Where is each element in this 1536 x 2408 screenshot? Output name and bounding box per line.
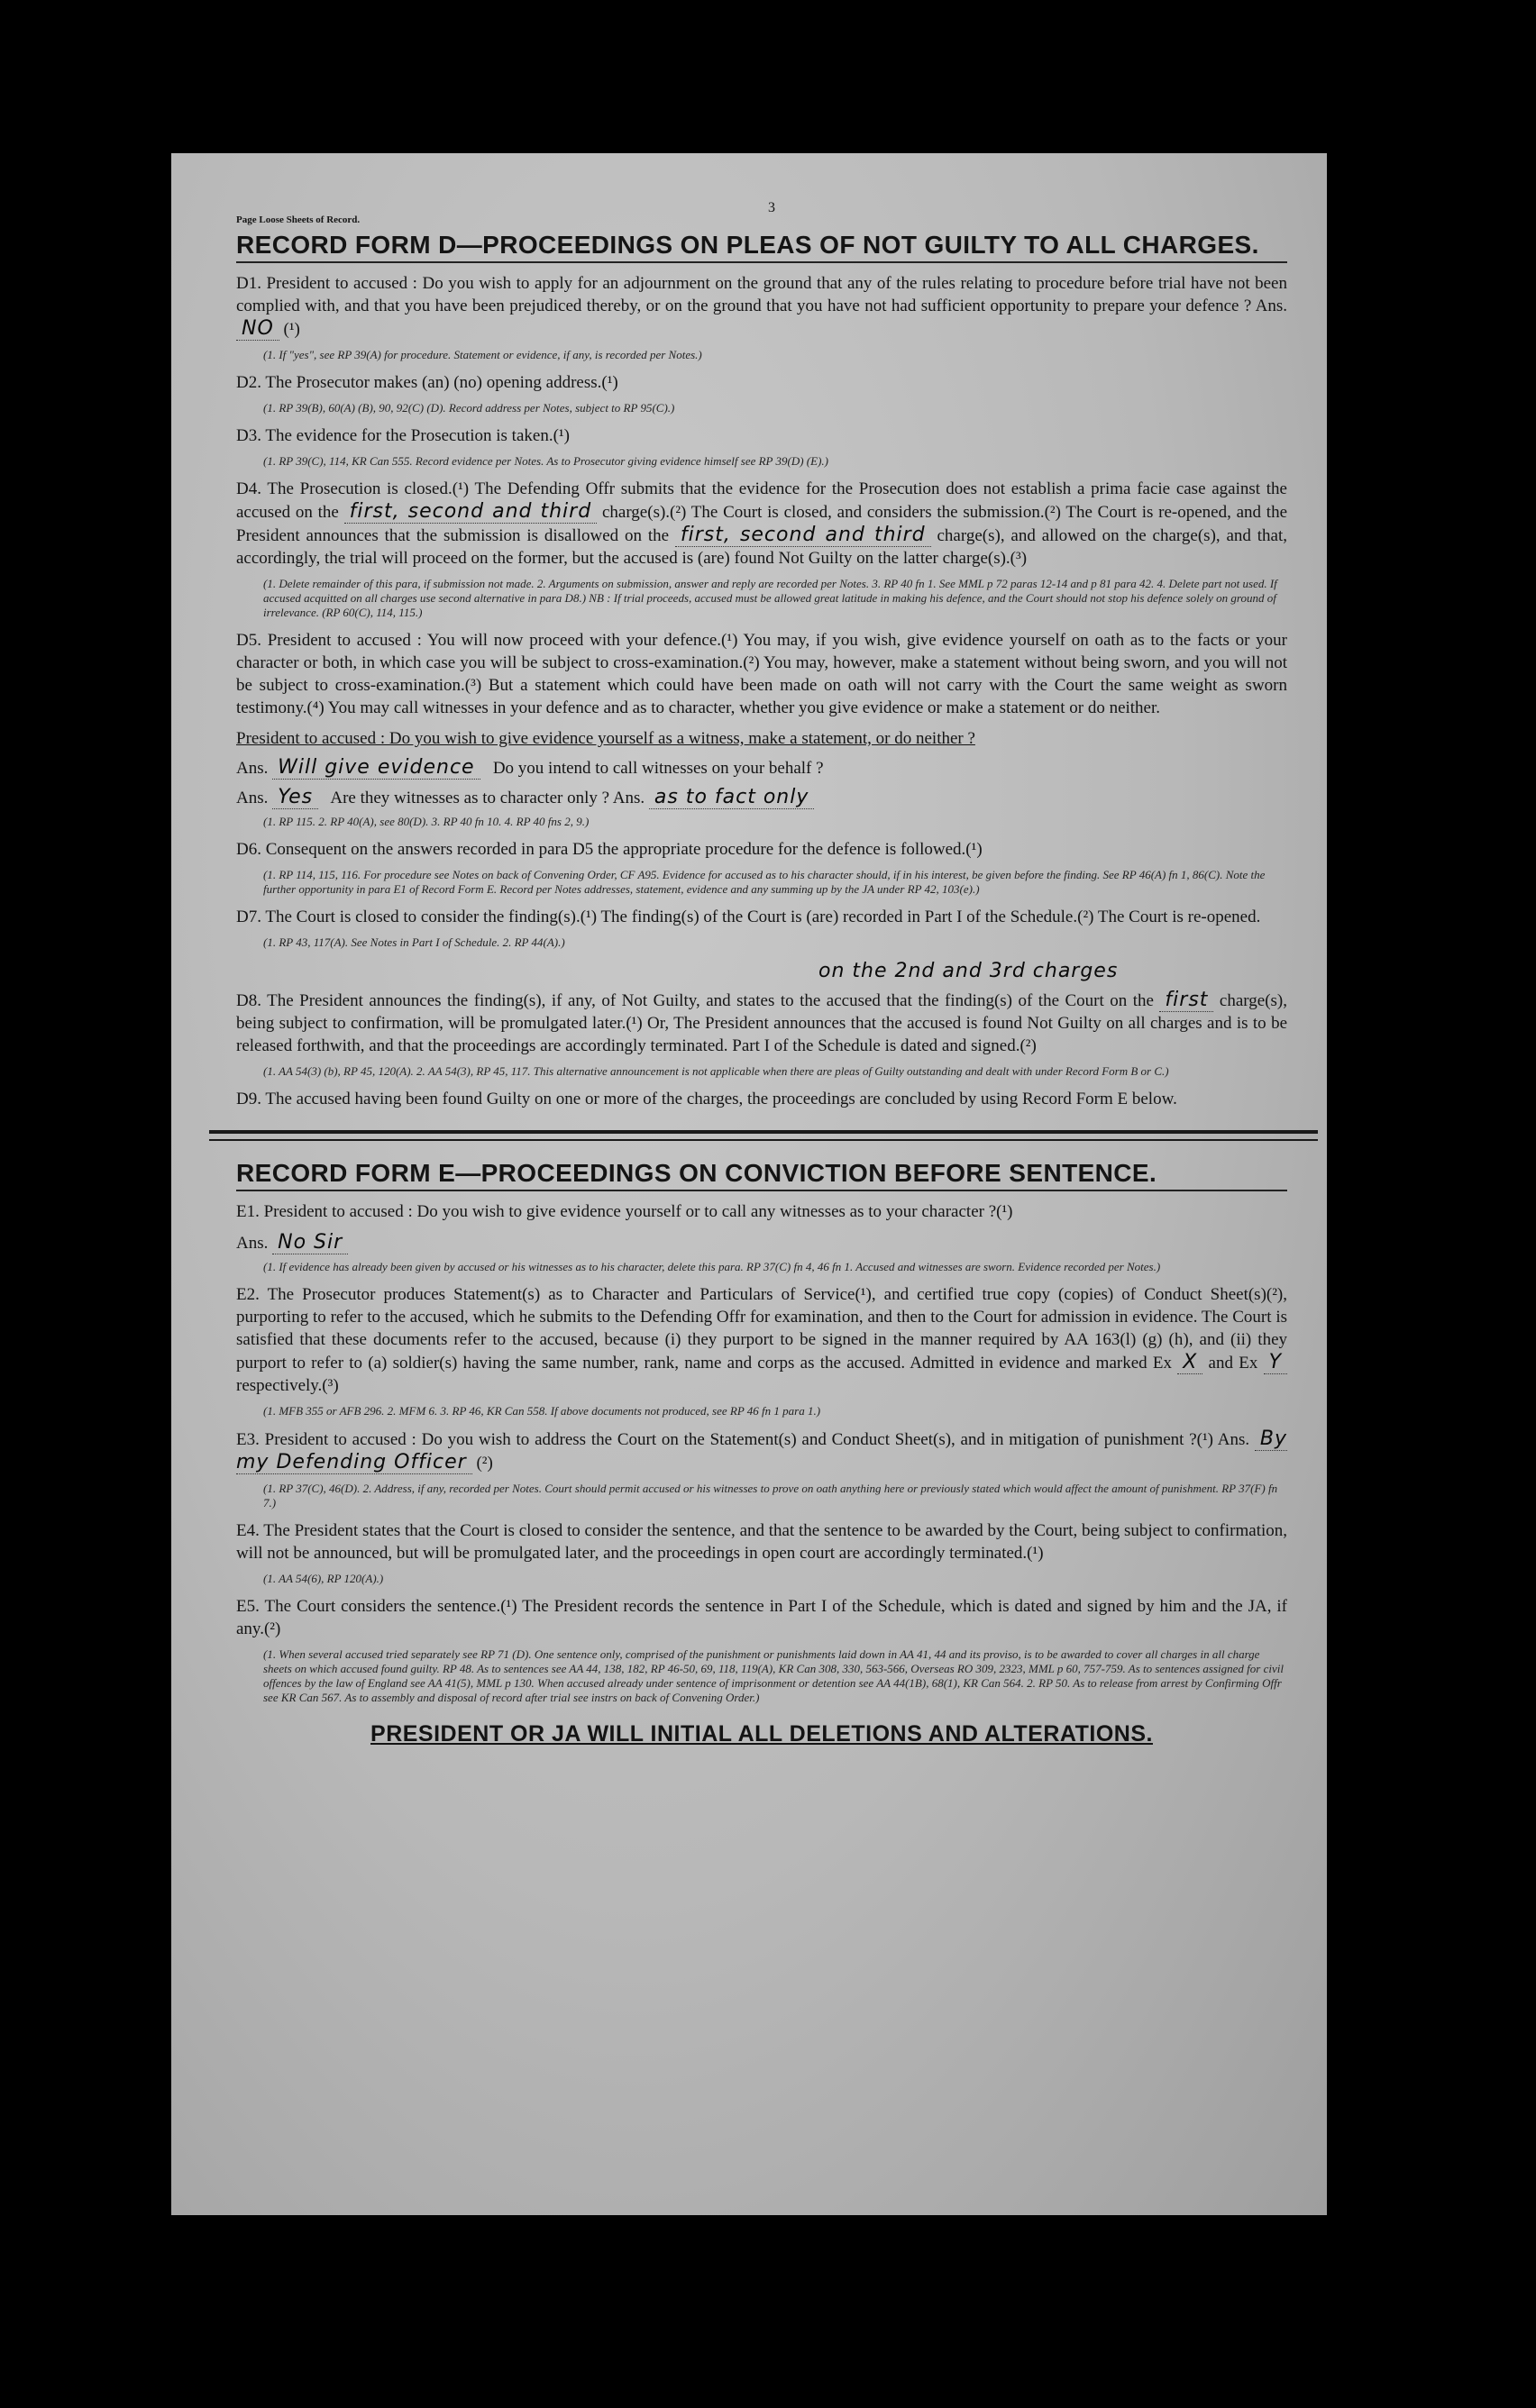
form-sheet (171, 153, 1327, 2215)
e4-text: E4. The President states that the Court is closed to consider the sentence, and that the sentence to be awarded by the Court, being subject to confirmation, will not be announced, but will be promulgated later, and the proceedings in open court are accordingly terminated.(¹) (236, 1521, 1287, 1563)
e3-note: (1. RP 37(C), 46(D). 2. Address, if any, recorded per Notes. Court should permit accused or his witnesses to prove on oath anything here or previously stated which would affect the amount of punishment. RP 37(F) fn 7.) (263, 1482, 1278, 1510)
d4-answer-b: first, second and third (675, 524, 931, 547)
e4-note: (1. AA 54(6), RP 120(A).) (263, 1572, 384, 1585)
e1-text: E1. President to accused : Do you wish to give evidence yourself or to call any witnesses as to your character ?(¹) (236, 1202, 1013, 1221)
e2-exhibit-1: X (1177, 1351, 1202, 1374)
d1-text: D1. President to accused : Do you wish to apply for an adjournment on the ground that any of the rules relating to procedure before trial have not been complied with, and that you have been prejudiced thereby, or on the ground that you have not had sufficient opportunity to prepare your defence ? Ans. (236, 274, 1287, 315)
e2-note: (1. MFB 355 or AFB 296. 2. MFM 6. 3. RP 46, KR Can 558. If above documents not produced, see RP 46 fn 1 para 1.) (263, 1404, 821, 1418)
d1-note: (1. If "yes", see RP 39(A) for procedure. Statement or evidence, if any, is recorded per Notes.) (263, 348, 702, 361)
d2-note: (1. RP 39(B), 60(A) (B), 90, 92(C) (D). Record address per Notes, subject to RP 95(C).) (263, 401, 675, 415)
d4-text-b: charge(s).(²) The Court is closed, and considers the submission.(²) The Court is re-opened, and the President announces that the submission is disallowed on the (236, 503, 1288, 545)
d9-text: D9. The accused having been found Guilty on one or more of the charges, the proceedings are concluded by using Record Form E below. (236, 1090, 1177, 1108)
form-e-title: RECORD FORM E—PROCEEDINGS ON CONVICTION BEFORE SENTENCE. (236, 1159, 1287, 1191)
d5-answers-row-2 (236, 785, 1287, 811)
d8-margin-note: on the 2nd and 3rd charges (818, 960, 1119, 982)
d5-text: D5. President to accused : You will now proceed with your defence.(¹) You may, if you wish, give evidence yourself on oath as to the facts or your character or both, in which case you will be subject to cross-examination.(²) You may, however, make a statement without being sworn, and you will not be subject to cross-examination.(³) But a statement which could have been made on oath will not carry with the Court the same weight as sworn testimony.(⁴) You may call witnesses in your defence and as to character, whether you give evidence or make a statement or do neither. (236, 631, 1287, 717)
d5-q1 (236, 726, 1287, 752)
d1-answer: NO (236, 317, 279, 341)
d4-text-c: charge(s), and allowed on the charge(s), and that, accordingly, the trial will proceed on the former, but the accused is (are) found Not Guilty on the latter charge(s).(³) (236, 526, 1287, 568)
d4-text-a: D4. The Prosecution is closed.(¹) The Defending Offr submits that the evidence for the Prosecution does not establish a prima facie case against the accused on the (236, 479, 1287, 522)
d5-ans-label-3: Ans. (612, 789, 645, 807)
e5-text: E5. The Court considers the sentence.(¹) The President records the sentence in Part I of the Schedule, which is dated and signed by him and the JA, if any.(²) (236, 1597, 1287, 1638)
sheet-header (236, 200, 1287, 231)
e3-ans-label: Ans. (1217, 1430, 1250, 1449)
d5-ans-label-1: Ans. (236, 759, 269, 778)
d2-text: D2. The Prosecutor makes (an) (no) opening address.(¹) (236, 373, 618, 392)
para-d8 (236, 989, 1287, 1057)
d8-note: (1. AA 54(3) (b), RP 45, 120(A). 2. AA 54(3), RP 45, 117. This alternative announcement is not applicable when there are pleas of Guilty outstanding and dealt with under Record Form B or C.) (263, 1064, 1169, 1078)
d5-answers-row-1 (236, 755, 1287, 781)
d5-ans-label-2: Ans. (236, 789, 269, 807)
d8-answer: first (1159, 989, 1213, 1012)
section-divider (209, 1130, 1318, 1141)
d5-answer-3: as to fact only (649, 786, 815, 809)
d5-q1-text: President to accused : Do you wish to give evidence yourself as a witness, make a statement, or do neither ? (236, 729, 975, 748)
d4-answer-a: first, second and third (344, 500, 598, 524)
d5-answer-1: Will give evidence (272, 756, 480, 780)
d5-note: (1. RP 115. 2. RP 40(A), see 80(D). 3. RP 40 fn 10. 4. RP 40 fns 2, 9.) (263, 815, 590, 828)
page-number: 3 (768, 200, 775, 215)
e3-answer: By my Defending Officer (236, 1427, 1288, 1473)
e1-note: (1. If evidence has already been given by accused or his witnesses as to his character, delete this para. RP 37(C) fn 4, 46 fn 1. Accused and witnesses are sworn. Evidence recorded per Notes.) (263, 1260, 1161, 1273)
e3-text: E3. President to accused : Do you wish to address the Court on the Statement(s) and Conduct Sheet(s), and in mitigation of punishment ?(¹) (236, 1430, 1214, 1449)
form-d-title: RECORD FORM D—PROCEEDINGS ON PLEAS OF NOT GUILTY TO ALL CHARGES. (236, 231, 1287, 263)
e1-answer: No Sir (272, 1231, 348, 1254)
para-d1 (236, 272, 1287, 341)
pre-label: Page Loose Sheets of Record. (236, 214, 361, 225)
e2-text-a: E2. The Prosecutor produces Statement(s) as to Character and Particulars of Service(¹), and certified true copy (copies) of Conduct Sheet(s)(²), purporting to refer to the accused, which he submits to the Defending Offr for examination, and then to the Court for admission in evidence. The Court is satisfied that these documents refer to the accused, because (i) they purport to be signed in the manner required by AA 163(l) (g) (h), and (ii) they purport to refer to (a) soldier(s) having the same number, rank, name and corps as the accused. Admitted in evidence and marked Ex (236, 1285, 1287, 1373)
e2-text-b: respectively.(³) (236, 1376, 339, 1395)
d8-text-b: charge(s), being subject to confirmation, will be promulgated later.(¹) Or, The President announces that the accused is found Not Guilty on all charges and is to be released forthwith, and that the proceedings are accordingly terminated. Part I of the Schedule is dated and signed.(²) (236, 991, 1287, 1055)
e5-note: (1. When several accused tried separately see RP 71 (D). One sentence only, comprised of the punishment or punishments laid down in AA 41, 44 and its proviso, is to be awarded to cover all charges in all charge sheets on which accused found guilty. RP 48. As to sentences see AA 44, 138, 182, RP 46-50, 69, 118, 119(A), KR Can 308, 330, 563-566, Overseas RO 309, 2323, MML p 60, 757-759. As to sentences assigned for civil offences by the law of England see AA 41(5), MML p 130. When accused already under sentence of imprisonment or detention see AA 44(1B), 68(1), KR Can 564. 2. RP 50. As to release from arrest by Confirming Offr see KR Can 567. As to assembly and disposal of record after trial see instrs on back of Convening Order.) (263, 1647, 1284, 1704)
d7-note: (1. RP 43, 117(A). See Notes in Part I of Schedule. 2. RP 44(A).) (263, 935, 565, 949)
d6-text: D6. Consequent on the answers recorded in para D5 the appropriate procedure for the defence is followed.(¹) (236, 840, 983, 859)
d6-note: (1. RP 114, 115, 116. For procedure see Notes on back of Convening Order, CF A95. Evidence for accused as to his character should, if in his interest, be given before the finding. See RP 46(A) fn 1, 86(C). Note the further opportunity in para E1 of Record Form E. Record per Notes addresses, statement, evidence and any summing up by the JA under RP 42, 103(e).) (263, 868, 1266, 896)
e2-exhibit-2: Y (1264, 1351, 1287, 1374)
para-e2 (236, 1283, 1287, 1397)
e1-answer-row (236, 1230, 1287, 1256)
d5-q3-text: Are they witnesses as to character only ? (330, 789, 610, 807)
d1-ref: (¹) (283, 320, 300, 339)
e2-mid: and Ex (1208, 1354, 1258, 1373)
d7-text: D7. The Court is closed to consider the finding(s).(¹) The finding(s) of the Court is (are) recorded in Part I of the Schedule.(²) The Court is re-opened. (236, 908, 1261, 926)
d5-answer-2: Yes (272, 786, 318, 809)
d8-text-a: D8. The President announces the finding(s), if any, of Not Guilty, and states to the accused that the finding(s) of the Court on the (236, 991, 1154, 1010)
footer-instruction: PRESIDENT OR JA WILL INITIAL ALL DELETIONS AND ALTERATIONS. (370, 1721, 1153, 1747)
para-e3 (236, 1427, 1287, 1474)
para-d4 (236, 478, 1287, 570)
d3-text: D3. The evidence for the Prosecution is taken.(¹) (236, 426, 570, 445)
d5-q2-text: Do you intend to call witnesses on your behalf ? (492, 759, 824, 778)
e3-ref: (²) (476, 1454, 493, 1473)
e1-ans-label: Ans. (236, 1234, 269, 1253)
d8-margin-row (236, 959, 1287, 985)
d4-note: (1. Delete remainder of this para, if submission not made. 2. Arguments on submission, answer and reply are recorded per Notes. 3. RP 40 fn 1. See MML p 72 paras 12-14 and p 81 para 42. 4. Delete part not used. If accused acquitted on all charges use second alternative in para D8.) NB : If trial proceeds, accused must be allowed great latitude in making his defence, and the Court should not stop his defence solely on ground of irrelevance. (RP 60(C), 114, 115.) (263, 577, 1277, 619)
d3-note: (1. RP 39(C), 114, KR Can 555. Record evidence per Notes. As to Prosecutor giving evidence himself see RP 39(D) (E).) (263, 454, 828, 468)
